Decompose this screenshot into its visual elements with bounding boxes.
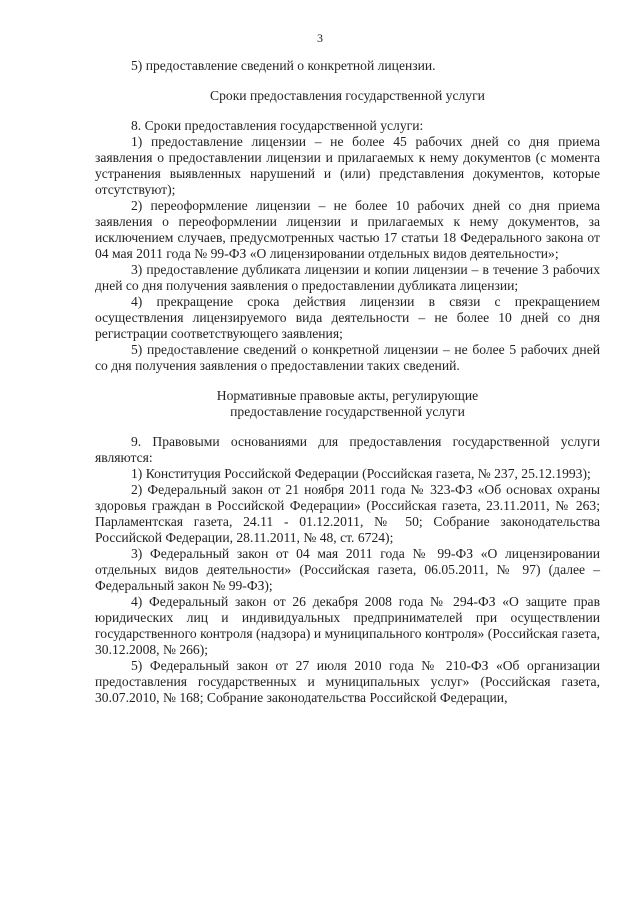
- paragraph-9-4: 4) Федеральный закон от 26 декабря 2008 года № 294-ФЗ «О защите прав юридических лиц и индивидуальных предпринимателей при осуществлении государственного контроля (надзора) и муниципального контроля» (Российская газета, 30.12.2008, № 266);: [95, 594, 600, 657]
- section-heading-acts-line2: предоставление государственной услуги: [230, 404, 465, 419]
- paragraph-9-1: 1) Конституция Российской Федерации (Российская газета, № 237, 25.12.1993);: [131, 466, 591, 481]
- paragraph-9-5: 5) Федеральный закон от 27 июля 2010 года № 210-ФЗ «Об организации предоставления государственных и муниципальных услуг» (Российская газета, 30.07.2010, № 168; Собрание законодательства Российской Федерации,: [95, 658, 600, 705]
- paragraph-8-5: 5) предоставление сведений о конкретной лицензии – не более 5 рабочих дней со дня получения заявления о предоставлении таких сведений.: [95, 342, 600, 373]
- paragraph-8-2: 2) переоформление лицензии – не более 10 рабочих дней со дня приема заявления о переоформлении лицензии и прилагаемых к нему документов, за исключением случаев, предусмотренных частью 17 статьи 18 Федерального закона от 04 мая 2011 года № 99-ФЗ «О лицензировании отдельных видов деятельности»;: [95, 198, 600, 261]
- section-heading-terms: Сроки предоставления государственной услуги: [210, 88, 485, 103]
- document-body: [95, 58, 600, 706]
- page-number: 3: [317, 31, 323, 45]
- paragraph-8-intro: 8. Сроки предоставления государственной услуги:: [131, 118, 424, 133]
- paragraph-item-5-info: 5) предоставление сведений о конкретной лицензии.: [131, 58, 436, 73]
- paragraph-9-3: 3) Федеральный закон от 04 мая 2011 года № 99-ФЗ «О лицензировании отдельных видов деятельности» (Российская газета, 06.05.2011, № 97) (далее – Федеральный закон № 99-ФЗ);: [95, 546, 600, 593]
- paragraph-8-4: 4) прекращение срока действия лицензии в связи с прекращением осуществления лицензируемого вида деятельности – не более 10 дней со дня регистрации соответствующего заявления;: [95, 294, 600, 341]
- paragraph-9-2: 2) Федеральный закон от 21 ноября 2011 года № 323-ФЗ «Об основах охраны здоровья граждан в Российской Федерации» (Российская газета, 23.11.2011, № 263; Парламентская газета, 24.11 - 01.12.2011, № 50; Собрание законодательства Российской Федерации, 28.11.2011, № 48, ст. 6724);: [95, 482, 600, 545]
- section-heading-acts-line1: Нормативные правовые акты, регулирующие: [216, 388, 479, 403]
- paragraph-8-1: 1) предоставление лицензии – не более 45 рабочих дней со дня приема заявления о предоставлении лицензии и прилагаемых к нему документов (с момента устранения выявленных нарушений и (или) представления документов, которые отсутствуют);: [95, 134, 600, 197]
- paragraph-9-intro: 9. Правовыми основаниями для предоставления государственной услуги являются:: [95, 434, 600, 465]
- paragraph-8-3: 3) предоставление дубликата лицензии и копии лицензии – в течение 3 рабочих дней со дня получения заявления о предоставлении дубликата лицензии;: [95, 262, 600, 293]
